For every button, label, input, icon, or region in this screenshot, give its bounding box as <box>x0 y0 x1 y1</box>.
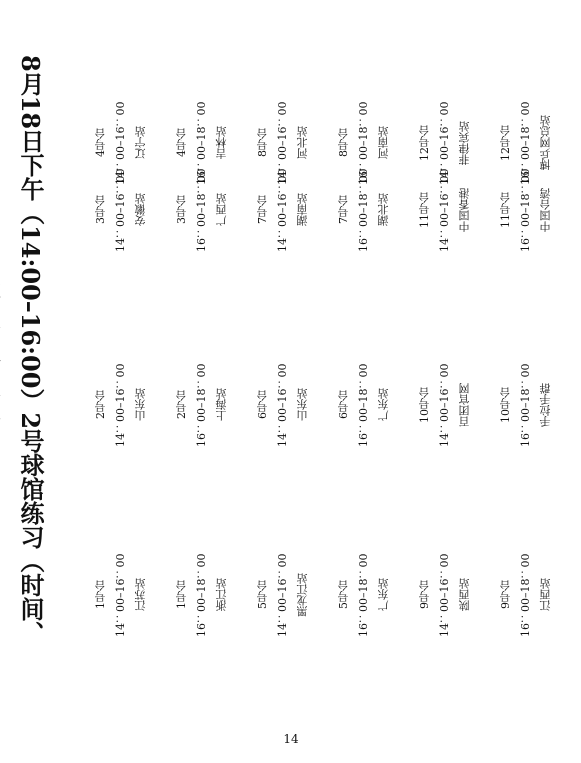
table-number: 7号台 <box>337 195 350 225</box>
team-name: 中国香港 <box>458 188 471 232</box>
time-slot: 16：00–18：00 <box>519 363 532 447</box>
time-slot: 14：00–16：00 <box>114 363 127 447</box>
allocation-entry <box>93 68 153 218</box>
table-number: 4号台 <box>94 128 107 158</box>
team-name: 山东站 <box>134 388 147 422</box>
allocation-entry <box>336 330 396 480</box>
team-name: 浙江站 <box>215 578 228 612</box>
team-name: 广东站 <box>377 388 390 422</box>
table-number: 2号台 <box>94 390 107 420</box>
allocation-entry <box>255 68 315 218</box>
time-slot: 14：00–16：00 <box>438 168 451 252</box>
time-slot: 14：00–16：00 <box>276 363 289 447</box>
team-name: 山东站 <box>296 388 309 422</box>
time-slot: 16：00–18：00 <box>519 553 532 637</box>
time-slot: 14：00–16：00 <box>114 101 127 185</box>
team-name: 湖南站 <box>296 193 309 227</box>
allocation-entry <box>174 330 234 480</box>
table-number: 10号台 <box>418 387 431 423</box>
table-number: 5号台 <box>337 580 350 610</box>
time-slot: 16：00–18：00 <box>519 168 532 252</box>
team-name: 河南站 <box>377 126 390 160</box>
allocation-entry <box>255 330 315 480</box>
time-slot: 14：00–16：00 <box>276 101 289 185</box>
team-name: 辽宁站 <box>134 126 147 160</box>
time-slot: 16：00–18：00 <box>357 553 370 637</box>
team-name: 陕西站 <box>458 578 471 612</box>
time-slot: 14：00–16：00 <box>438 101 451 185</box>
time-slot: 16：00–18：00 <box>195 553 208 637</box>
page-title: 8月18日下午（14:00–16:00）2号球馆练习（时间、 <box>16 54 45 646</box>
time-slot: 14：00–16：00 <box>438 553 451 637</box>
team-name: 广西站 <box>215 193 228 227</box>
allocation-entry <box>417 330 477 480</box>
allocation-entry <box>93 520 153 670</box>
table-number: 6号台 <box>256 390 269 420</box>
table-number: 12号台 <box>418 125 431 161</box>
table-number: 11号台 <box>418 192 431 228</box>
time-slot: 16：00–18：00 <box>357 363 370 447</box>
table-number: 4号台 <box>175 128 188 158</box>
allocation-entry <box>417 520 477 670</box>
team-name: 菲律宾站 <box>458 121 471 165</box>
allocation-entry <box>498 68 558 218</box>
table-number: 12号台 <box>499 125 512 161</box>
team-name: 安徽站 <box>134 193 147 227</box>
table-number: 3号台 <box>175 195 188 225</box>
allocation-entry <box>174 68 234 218</box>
table-number: 1号台 <box>94 580 107 610</box>
time-slot: 14：00–16：00 <box>276 168 289 252</box>
table-number: 3号台 <box>94 195 107 225</box>
team-name: 博乒网总站 <box>539 115 552 171</box>
team-name: 广东站 <box>377 578 390 612</box>
time-slot: 16：00–18：00 <box>357 168 370 252</box>
team-name: 中国台湾 <box>539 188 552 232</box>
time-slot: 14：00–16：00 <box>438 363 451 447</box>
team-name: 手拉手群 <box>539 383 552 427</box>
table-number: 9号台 <box>499 580 512 610</box>
allocation-entry <box>336 520 396 670</box>
table-number: 11号台 <box>499 192 512 228</box>
time-slot: 16：00–18：00 <box>519 101 532 185</box>
time-slot: 16：00–18：00 <box>195 363 208 447</box>
table-number: 6号台 <box>337 390 350 420</box>
table-number: 1号台 <box>175 580 188 610</box>
allocation-entry <box>417 68 477 218</box>
team-name: 河北站 <box>296 126 309 160</box>
time-slot: 14：00–16：00 <box>114 553 127 637</box>
table-number: 8号台 <box>256 128 269 158</box>
time-slot: 14：00–16：00 <box>276 553 289 637</box>
team-name: 湖北站 <box>377 193 390 227</box>
allocation-entry <box>498 330 558 480</box>
team-name: 吉林站 <box>215 126 228 160</box>
team-name: 百团官网 <box>458 383 471 427</box>
table-number: 5号台 <box>256 580 269 610</box>
team-name: 江苏站 <box>134 578 147 612</box>
time-slot: 16：00–18：00 <box>195 168 208 252</box>
time-slot: 16：00–18：00 <box>195 101 208 185</box>
allocation-entry <box>255 520 315 670</box>
allocation-entry <box>93 330 153 480</box>
time-slot: 16：00–18：00 <box>357 101 370 185</box>
time-slot: 14：00–16：00 <box>114 168 127 252</box>
allocation-entry <box>174 520 234 670</box>
team-name: 上海站 <box>215 388 228 422</box>
table-number: 10号台 <box>499 387 512 423</box>
table-number: 2号台 <box>175 390 188 420</box>
page-number: 14 <box>283 732 299 746</box>
team-name: 江西站 <box>539 578 552 612</box>
team-name: 黑龙江站 <box>296 573 309 617</box>
table-number: 7号台 <box>256 195 269 225</box>
allocation-entry <box>336 68 396 218</box>
allocation-entry <box>498 520 558 670</box>
table-number: 8号台 <box>337 128 350 158</box>
table-number: 9号台 <box>418 580 431 610</box>
